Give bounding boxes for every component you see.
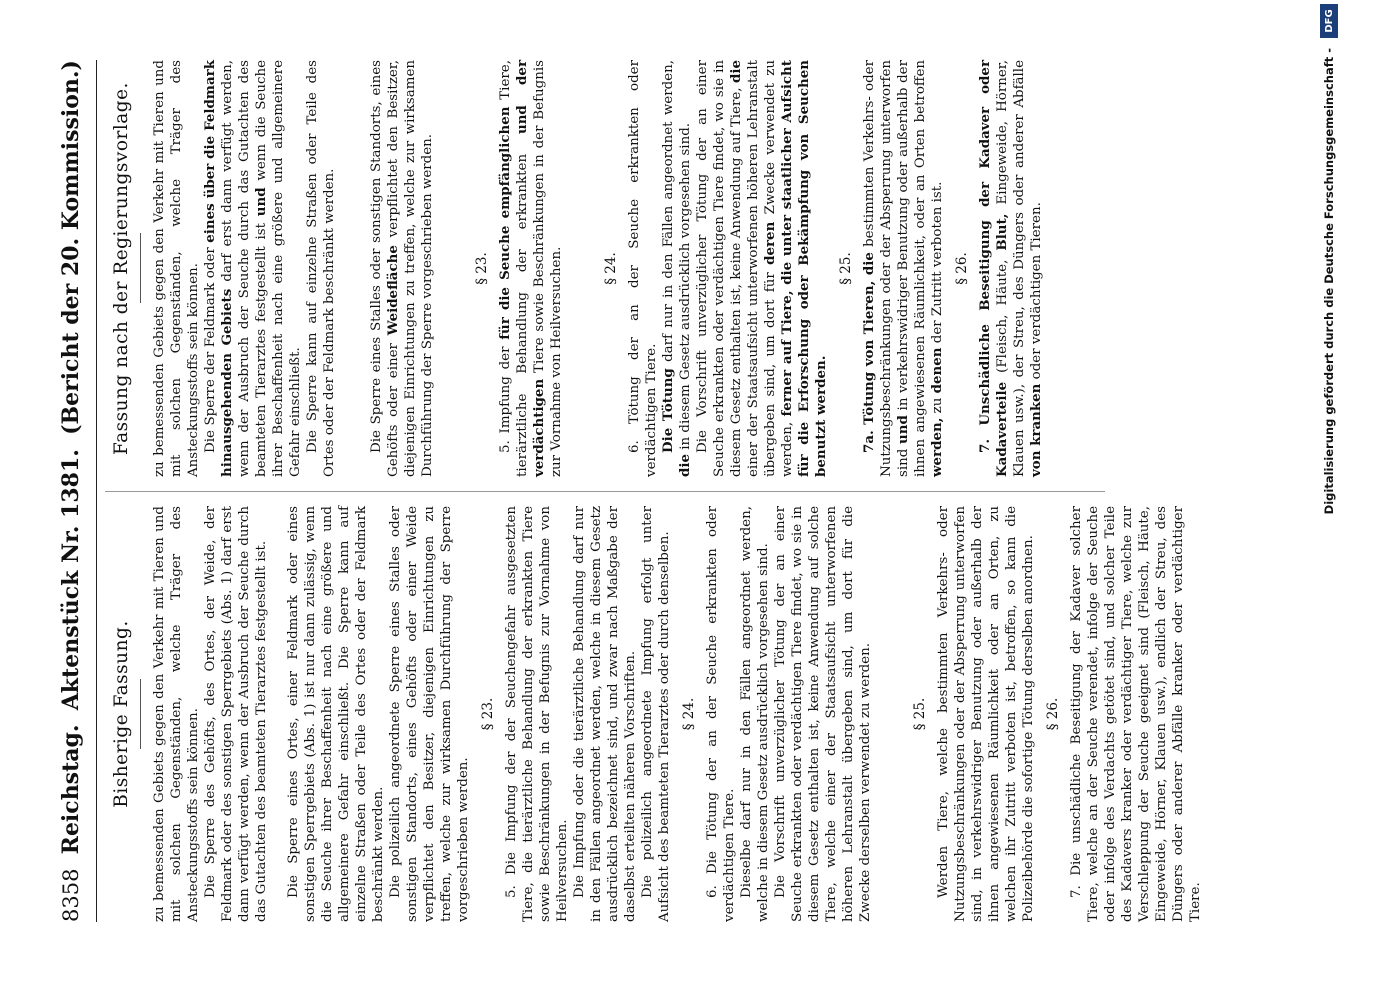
section-number: § 23. [474, 252, 490, 285]
page-number: 8358 [59, 868, 83, 922]
column-regierungsvorlage [105, 60, 1105, 491]
paragraph: 5. Die Impfung der der Seuchengefahr ausgesetzten Tiere, die tierärztliche Behandlung der erkrankten Tiere sowie Beschränkungen in der Befugnis zur Vornahme von Heilversuchen. [504, 506, 570, 922]
paragraph: 6. Die Tötung der an der Seuche erkrankten oder verdächtigen Tiere. [705, 506, 737, 922]
paragraph: Die Sperre eines Stalles oder sonstigen Standorts, eines Gehöfts oder einer Weidefläche verpflichtet den Besitzer, diejenigen Einrichtungen zu treffen, welche zur wirksamen Durchführung der Sperre vorgeschrieben werden. [369, 60, 435, 477]
column-heading: Fassung nach der Regierungsvorlage. [111, 60, 141, 477]
paragraph: 7. Unschädliche Beseitigung der Kadaver oder Kadaverteile (Fleisch, Häute, Blut, Eingeweide, Hörner, Klauen usw.), der Streu, des Düngers oder anderer Abfälle von kranken oder verdächtigen Tieren. [977, 60, 1044, 477]
section-number: § 23. [480, 697, 496, 731]
header-left: Reichstag. [58, 724, 84, 855]
paragraph: Die Sperre eines Ortes, einer Feldmark oder eines sonstigen Sperrgebiets (Abs. 1) ist nur dann zulässig, wenn die Seuche ihrer Beschaffenheit nach eine größere und allgemeinere Gefahr einschließt. Die Sperre kann auf einzelne Straßen oder Teile des Ortes oder der Feldmark beschränkt werden. [286, 506, 386, 922]
paragraph: zu bemessenden Gebiets gegen den Verkehr mit Tieren und mit solchen Gegenständen, welche Träger des Ansteckungsstoffs sein können. [152, 60, 201, 477]
paragraph: 6. Tötung der an der Seuche erkrankten oder verdächtigen Tiere. [627, 60, 659, 477]
paragraph: Die Sperre des Gehöfts, des Ortes, der Weide, der Feldmark oder des sonstigen Sperrgebiets (Abs. 1) darf erst dann verfügt werden, wenn der Ausbruch der Seuche durch das Gutachten des beamteten Tierarztes festgestellt ist. [203, 506, 269, 922]
paragraph: 5. Impfung der für die Seuche empfänglichen Tiere, tierärztliche Behandlung der erkrankten und der verdächtigen Tiere sowie Beschränkungen in der Befugnis zur Vornahme von Heilversuchen. [497, 60, 564, 477]
digitization-credit [1320, 0, 1338, 1000]
header-center: Aktenstück Nr. 1381. [58, 449, 84, 711]
paragraph: 7. Die unschädliche Beseitigung der Kadaver solcher Tiere, welche an der Seuche verendet, infolge der Seuche oder infolge des Verdachts getötet sind, und solcher Teile des Kadavers kranker oder verdächtiger Tiere, welche zur Verschleppung der Seuche geeignet sind (Fleisch, Häute, Eingeweide, Hörner, Klauen usw.), endlich der Streu, des Düngers oder anderer Abfälle kranker oder verdächtiger Tiere. [1069, 506, 1203, 922]
section-number: § 25. [912, 697, 928, 731]
paragraph: Werden Tiere, welche bestimmten Verkehrs- oder Nutzungsbeschränkungen oder der Absperrung unterworfen sind, in verkehrswidriger Benutzung oder außerhalb der ihnen angewiesenen Räumlichkeit oder an Orten, zu welchen ihr Zutritt verboten ist, betroffen, so kann die Polizeibehörde die sofortige Tötung derselben anordnen. [936, 506, 1036, 922]
paragraph: zu bemessenden Gebiets gegen den Verkehr mit Tieren und mit solchen Gegenständen, welche Träger des Ansteckungsstoffs sein können. [152, 506, 201, 922]
paragraph: Die Impfung oder die tierärztliche Behandlung darf nur in den Fällen angeordnet werden, welche in diesem Gesetz ausdrücklich bezeichnet sind, und zwar nach Maßgabe der daselbst erteilten näheren Vorschriften. [572, 506, 638, 922]
page-body [58, 60, 1203, 922]
two-column-body [105, 60, 1203, 922]
header-right: (Bericht der 20. Kommission.) [58, 60, 84, 435]
column-bisherige-fassung [105, 491, 1203, 922]
paragraph: Die polizeilich angeordnete Impfung erfolgt unter Aufsicht des beamteten Tierarztes oder durch denselben. [640, 506, 672, 922]
paragraph: Die Sperre der Feldmark oder eines über die Feldmark hinausgehenden Gebiets darf erst dann verfügt werden, wenn der Ausbruch der Seuche durch das Gutachten des beamteten Tierarztes festgestellt ist und wenn die Seuche ihrer Beschaffenheit nach eine größere und allgemeinere Gefahr einschließt. [202, 60, 303, 477]
column-heading: Bisherige Fassung. [111, 506, 141, 922]
section-number: § 24. [603, 252, 619, 285]
paragraph: Die Sperre kann auf einzelne Straßen oder Teile des Ortes oder der Feldmark beschränkt werden. [305, 60, 337, 477]
paragraph: Die Vorschrift unverzüglicher Tötung der an einer Seuche erkrankten oder verdächtigen Tiere findet, wo sie in diesem Gesetz enthalten ist, keine Anwendung auf solche Tiere, welche einer der Staatsaufsicht unterworfenen höheren Lehranstalt übergeben sind, um dort für die Zwecke derselben verwendet zu werden. [773, 506, 873, 922]
paragraph: 7a. Tötung von Tieren, die bestimmten Verkehrs- oder Nutzungsbeschränkungen oder der Absperrung unterworfen sind und in verkehrswidriger Benutzung oder außerhalb der ihnen angewiesenen Räumlichkeit, oder an Orten betroffen werden, zu denen der Zutritt verboten ist. [861, 60, 945, 477]
running-header [58, 60, 97, 922]
paragraph: Die Vorschrift unverzüglicher Tötung der an einer Seuche erkrankten oder verdächtigen Tiere findet, wo sie in diesem Gesetz enthalten ist, keine Anwendung auf Tiere, die einer der Staatsaufsicht unterworfenen höheren Lehranstalt übergeben sind, um dort für deren Zwecke verwendet zu werden, ferner auf Tiere, die unter staatlicher Aufsicht für die Erforschung oder Bekämpfung von Seuchen benutzt werden. [695, 60, 829, 477]
section-number: § 26. [954, 252, 970, 285]
section-number: § 25. [838, 252, 854, 285]
paragraph: Die Tötung darf nur in den Fällen angeordnet werden, die in diesem Gesetz ausdrücklich vorgesehen sind. [660, 60, 693, 477]
section-number: § 24. [681, 697, 697, 731]
paragraph: Die polizeilich angeordnete Sperre eines Stalles oder sonstigen Standorts, eines Gehöfts oder einer Weide verpflichtet den Besitzer, diejenigen Einrichtungen zu treffen, welche zur wirksamen Durchführung der Sperre vorgeschrieben werden. [388, 506, 471, 922]
paragraph: Dieselbe darf nur in den Fällen angeordnet werden, welche in diesem Gesetz ausdrücklich vorgesehen sind. [739, 506, 771, 922]
section-number: § 26. [1045, 697, 1061, 731]
dfg-logo: DFG [1320, 4, 1338, 38]
credit-text: Digitalisierung gefördert durch die Deutsche Forschungsgemeinschaft - [1322, 48, 1336, 515]
